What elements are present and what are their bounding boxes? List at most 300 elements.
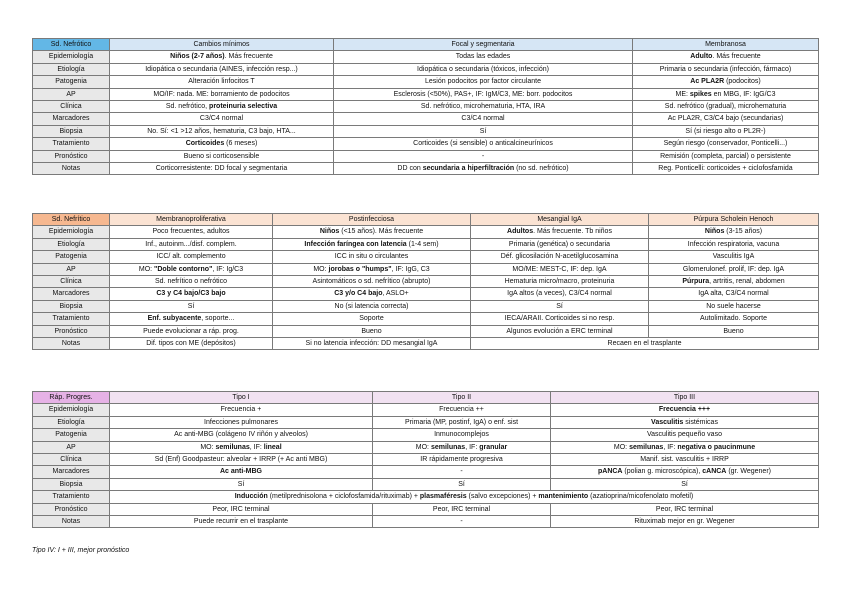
table-cell [334,101,633,113]
text: Sd. nefrítico o nefrótico [155,278,227,286]
text: Manif. sist. vasculitis + IRRP [640,456,729,464]
table-cell [551,454,819,466]
table-cell [633,138,819,150]
table-cell [471,325,649,337]
table-cell [110,503,373,515]
text: Déf. glicosilación N-acetilglucosamina [500,253,619,261]
text: MO: [613,443,630,451]
text: - [460,468,463,476]
bold-text: proteinuria selectiva [209,103,278,111]
bold-text: Vasculitis [651,418,684,426]
table-cell [373,516,551,528]
text: Sí [237,480,245,488]
bold-text: Infección faríngea con latencia [304,240,407,248]
column-header: Tipo II [373,392,551,404]
table-row [33,478,819,490]
text: Esclerosis (<50%), PAS+, IF: IgM/C3, ME: borr. podocitos [393,90,573,98]
table-row [33,466,819,478]
table-cell [110,113,334,125]
row-label: AP [33,88,110,100]
table-row [33,404,819,416]
text: Sd (Enf) Goodpasteur: alveolar + IRRP (+ Ac anti MBG) [154,456,328,464]
text: , soporte... [201,315,235,323]
bold-text: lineal [263,443,282,451]
table-cell [373,466,551,478]
bold-text: semilunas [215,443,250,451]
row-label: AP [33,263,110,275]
table-row [33,263,819,275]
table-row [33,88,819,100]
table-cell [471,238,649,250]
table-row [33,125,819,137]
row-label: Etiología [33,238,110,250]
text: , IF: Ig/C3 [212,265,244,273]
table-cell [110,88,334,100]
text: Todas las edades [455,53,511,61]
text: Puede recurrir en el trasplante [193,518,289,526]
text: Asintomáticos o sd. nefrítico (abrupto) [312,278,431,286]
text: (metilprednisolona + ciclofosfamida/rituximab) + [267,493,420,501]
table-cell [110,76,334,88]
table-sd-nefrotico [32,38,819,175]
bold-text: secundaria a hiperfiltración [422,165,515,173]
table-cell [110,478,373,490]
row-label: Pronóstico [33,503,110,515]
table-cell [633,125,819,137]
text: Primaria (genética) o secundaria [508,240,611,248]
table-cell [551,404,819,416]
text: IR rápidamente progresiva [420,456,503,464]
text: Lesión podocitos por factor circulante [425,78,541,86]
table-cell [110,276,273,288]
header-row [33,214,819,226]
text: , ASLO+ [382,290,409,298]
table-cell [373,416,551,428]
column-header: Púrpura Scholein Henoch [649,214,819,226]
column-header: Membranosa [633,39,819,51]
text: (6 meses) [224,140,258,148]
text: Dif. tipos con ME (depósitos) [146,340,236,348]
row-label: AP [33,441,110,453]
bold-text: jorobas o "humps" [328,265,392,273]
text: , artritis, renal, abdomen [709,278,785,286]
table-cell [633,51,819,63]
text: . Más frecuente [712,53,761,61]
bold-text: Adulto [690,53,713,61]
table-cell [334,88,633,100]
text: Sí [187,302,195,310]
table-cell [334,76,633,88]
table-row [33,338,819,350]
table-cell [334,113,633,125]
header-row [33,39,819,51]
table-cell [110,138,334,150]
table-cell [373,441,551,453]
text: Inmunocomplejos [434,431,489,439]
text: (azatioprina/micofenolato mofetil) [588,493,694,501]
table-row [33,101,819,113]
bold-text: Púrpura [682,278,710,286]
text: Sí [681,480,688,488]
row-label: Marcadores [33,113,110,125]
table-cell [649,276,819,288]
column-header: Membranoproliferativa [110,214,273,226]
row-label: Pronóstico [33,150,110,162]
text: , IF: IgG, C3 [391,265,430,273]
table-cell [471,313,649,325]
text: MO: [200,443,216,451]
table-cell [110,150,334,162]
text: Frecuencia + [220,406,262,414]
text: MO/IF: nada. ME: borramiento de podocitos [153,90,290,98]
table-row [33,238,819,250]
table-cell [273,276,471,288]
table-cell [110,466,373,478]
text: Bueno [723,327,744,335]
row-label: Patogenia [33,429,110,441]
text: Reg. Ponticelli: corticoides + ciclofosfamida [658,165,793,173]
text: Frecuencia ++ [439,406,484,414]
table-row [33,503,819,515]
bold-text: cANCA [702,468,727,476]
text: Peor, IRC terminal [432,505,491,513]
text: (salvo excepciones) + [466,493,539,501]
table-cell [110,404,373,416]
table-cell [551,478,819,490]
table-cell [649,325,819,337]
table-cell [373,404,551,416]
row-label: Patogenia [33,76,110,88]
text: . Más frecuente. Tb niños [533,228,612,236]
text: No. Sí: <1 >12 años, hematuria, C3 bajo, HTA... [147,127,296,135]
text: MO: [313,265,329,273]
bold-text: Inducción [234,493,268,501]
table-cell [273,263,471,275]
table-row [33,138,819,150]
corner-cell: Sd. Nefrótico [33,39,110,51]
bold-text: Niños (2-7 años) [170,53,225,61]
table-rap-progres [32,391,819,528]
table-cell [273,226,471,238]
table-row [33,288,819,300]
table-cell [633,76,819,88]
text: Infecciones pulmonares [204,418,278,426]
text: IgA alta, C3/C4 normal [698,290,769,298]
row-label: Epidemiología [33,51,110,63]
table-cell [273,338,471,350]
text: Peor, IRC terminal [212,505,270,513]
bold-text: Niños [319,228,340,236]
row-label: Pronóstico [33,325,110,337]
row-label: Tratamiento [33,138,110,150]
table-cell [551,516,819,528]
text: Corticoides (si sensible) o anticalcineurínicos [413,140,553,148]
text: (gr. Wegener) [726,468,771,476]
bold-text: Adultos [507,228,534,236]
table-cell [110,325,273,337]
row-label: Tratamiento [33,313,110,325]
bold-text: mantenimiento [538,493,589,501]
table-row [33,491,819,503]
bold-text: Corticoides [185,140,225,148]
table-cell [471,276,649,288]
text: Corticorresistente: DD focal y segmentaria [155,165,288,173]
text: Peor, IRC terminal [655,505,714,513]
text: (<15 años). Más frecuente [339,228,424,236]
bold-text: Enf. subyacente [147,315,202,323]
text: MO: [415,443,431,451]
text: (podocitos) [724,78,761,86]
table-cell [110,251,273,263]
table-cell [334,63,633,75]
table-cell [110,300,273,312]
table-cell [551,466,819,478]
table-row [33,454,819,466]
table-row [33,429,819,441]
text: sistémicas [683,418,718,426]
table-cell [373,503,551,515]
table-cell [273,300,471,312]
table-cell [110,238,273,250]
table-cell [649,313,819,325]
table-cell [334,163,633,175]
text: Si no latencia infección: DD mesangial IgA [305,340,438,348]
text: DD con [397,165,423,173]
table-cell [110,441,373,453]
text: Bueno si corticosensible [183,152,260,160]
row-label: Biopsia [33,125,110,137]
header-row [33,392,819,404]
table-cell [633,63,819,75]
table-cell [273,238,471,250]
table-cell [110,263,273,275]
text: Autolimitado. Soporte [700,315,767,323]
column-header: Focal y segmentaria [334,39,633,51]
bold-text: semilunas [629,443,664,451]
table-cell [110,63,334,75]
table-cell [633,150,819,162]
table-cell [633,113,819,125]
table-cell [110,454,373,466]
bold-text: spikes [689,90,712,98]
text: Vasculitis IgA [712,253,755,261]
row-label: Etiología [33,416,110,428]
corner-cell: Ráp. Progres. [33,392,110,404]
text: Idiopática o secundaria (tóxicos, infección) [417,65,549,73]
table-cell [110,51,334,63]
text: Según riesgo (conservador, Ponticelli...) [663,140,788,148]
row-label: Epidemiología [33,226,110,238]
table-cell [110,125,334,137]
text: C3/C4 normal [199,115,244,123]
text: . Más frecuente [224,53,273,61]
table-row [33,441,819,453]
table-row [33,313,819,325]
table-cell [110,416,373,428]
text: - [481,152,485,160]
table-cell [110,338,273,350]
text: No suele hacerse [706,302,761,310]
table-row [33,163,819,175]
text: Sí (si riesgo alto o PL2R-) [685,127,766,135]
table-cell [110,516,373,528]
row-label: Epidemiología [33,404,110,416]
text: Sd. nefrótico, [165,103,210,111]
table-row [33,113,819,125]
table-cell [649,288,819,300]
table-cell [373,454,551,466]
text: Sí [458,480,465,488]
text: Glomerulonef. prolif, IF: dep. IgA [682,265,785,273]
table-cell [551,441,819,453]
text: , IF: [249,443,264,451]
table-cell [633,101,819,113]
row-label: Biopsia [33,300,110,312]
table-cell [110,313,273,325]
table-cell [110,429,373,441]
text: Idiopática o secundaria (AINES, infección resp...) [145,65,298,73]
row-label: Clínica [33,454,110,466]
table-cell [551,429,819,441]
text: Ac anti-MBG (colágeno IV riñón y alveolos) [174,431,308,439]
table-cell [551,416,819,428]
text: Sd. nefrótico (gradual), microhematuria [664,103,787,111]
table-cell [471,288,649,300]
text: Puede evolucionar a ráp. prog. [143,327,239,335]
text: (polian g. microscópica), [622,468,703,476]
text: Poco frecuentes, adultos [152,228,230,236]
table-cell [373,478,551,490]
table-cell [633,163,819,175]
bold-text: "Doble contorno" [154,265,213,273]
text: ME: [675,90,690,98]
text: Soporte [359,315,384,323]
text: (no sd. nefrótico) [514,165,569,173]
column-header: Mesangial IgA [471,214,649,226]
footnote: Tipo IV: I + III, mejor pronóstico [32,547,130,554]
row-label: Tratamiento [33,491,110,503]
text: ICC/ alt. complemento [156,253,226,261]
row-label: Patogenia [33,251,110,263]
table-cell [273,251,471,263]
table-cell [110,491,819,503]
table-cell [110,101,334,113]
text: IgA altos (a veces), C3/C4 normal [507,290,612,298]
table-cell [649,226,819,238]
table-cell [551,503,819,515]
table-row [33,516,819,528]
table-cell [334,150,633,162]
table-cell [110,226,273,238]
text: Rituximab mejor en gr. Wegener [634,518,735,526]
bold-text: pANCA [597,468,623,476]
text: Ac PLA2R, C3/C4 bajo (secundarias) [667,115,784,123]
table-cell [334,125,633,137]
row-label: Notas [33,163,110,175]
text: Vasculitis pequeño vaso [647,431,722,439]
table-cell [334,138,633,150]
text: No (si latencia correcta) [334,302,409,310]
text: Remisión (completa, parcial) o persistente [660,152,791,160]
bold-text: Ac PLA2R [690,78,725,86]
row-label: Marcadores [33,466,110,478]
text: Primaria (MP, postinf, IgA) o enf. sist [404,418,519,426]
text: , IF: [663,443,678,451]
table-row [33,251,819,263]
column-header: Cambios mínimos [110,39,334,51]
bold-text: plasmaféresis [419,493,467,501]
bold-text: semilunas [430,443,466,451]
bold-text: negativa o paucinmune [677,443,756,451]
text: Primaria o secundaria (infección, fármaco) [659,65,792,73]
bold-text: C3 y C4 bajo/C3 bajo [156,290,226,298]
table-cell [633,88,819,100]
table-cell [471,251,649,263]
row-label: Notas [33,516,110,528]
text: Recaen en el trasplante [607,340,682,348]
text: en MBG, IF: IgG/C3 [711,90,776,98]
column-header: Postinfecciosa [273,214,471,226]
text: Infección respiratoria, vacuna [687,240,780,248]
table-cell [273,288,471,300]
table-row [33,416,819,428]
table-cell [273,325,471,337]
row-label: Notas [33,338,110,350]
table-row [33,226,819,238]
table-cell [110,288,273,300]
bold-text: Niños [704,228,725,236]
row-label: Biopsia [33,478,110,490]
text: Algunos evolución a ERC terminal [506,327,613,335]
table-cell [471,300,649,312]
table-cell [649,263,819,275]
table-row [33,325,819,337]
text: MO: [138,265,155,273]
text: Bueno [361,327,382,335]
bold-text: Frecuencia +++ [658,406,711,414]
row-label: Marcadores [33,288,110,300]
text: , IF: [465,443,480,451]
text: Alteración linfocitos T [188,78,255,86]
table-row [33,150,819,162]
text: C3/C4 normal [461,115,505,123]
bold-text: Ac anti-MBG [220,468,262,476]
table-cell [110,163,334,175]
table-row [33,51,819,63]
table-cell [471,226,649,238]
text: (3-15 años) [724,228,763,236]
text: IECA/ARAII. Corticoides si no resp. [504,315,615,323]
bold-text: C3 y/o C4 bajo [334,290,383,298]
text: Inf., autoinm.../disf. complem. [145,240,237,248]
text: Hematuria micro/macro, proteinuria [504,278,615,286]
table-cell [273,313,471,325]
table-cell [649,251,819,263]
text: MO/ME: MEST-C, IF: dep. IgA [512,265,607,273]
table-cell [471,263,649,275]
table-cell [471,338,819,350]
table-row [33,276,819,288]
text: Sí [479,127,487,135]
text: - [460,518,463,526]
text: ICC in situ o circulantes [334,253,409,261]
table-cell [334,51,633,63]
row-label: Etiología [33,63,110,75]
table-cell [649,300,819,312]
text: (1-4 sem) [406,240,439,248]
table-row [33,300,819,312]
row-label: Clínica [33,276,110,288]
